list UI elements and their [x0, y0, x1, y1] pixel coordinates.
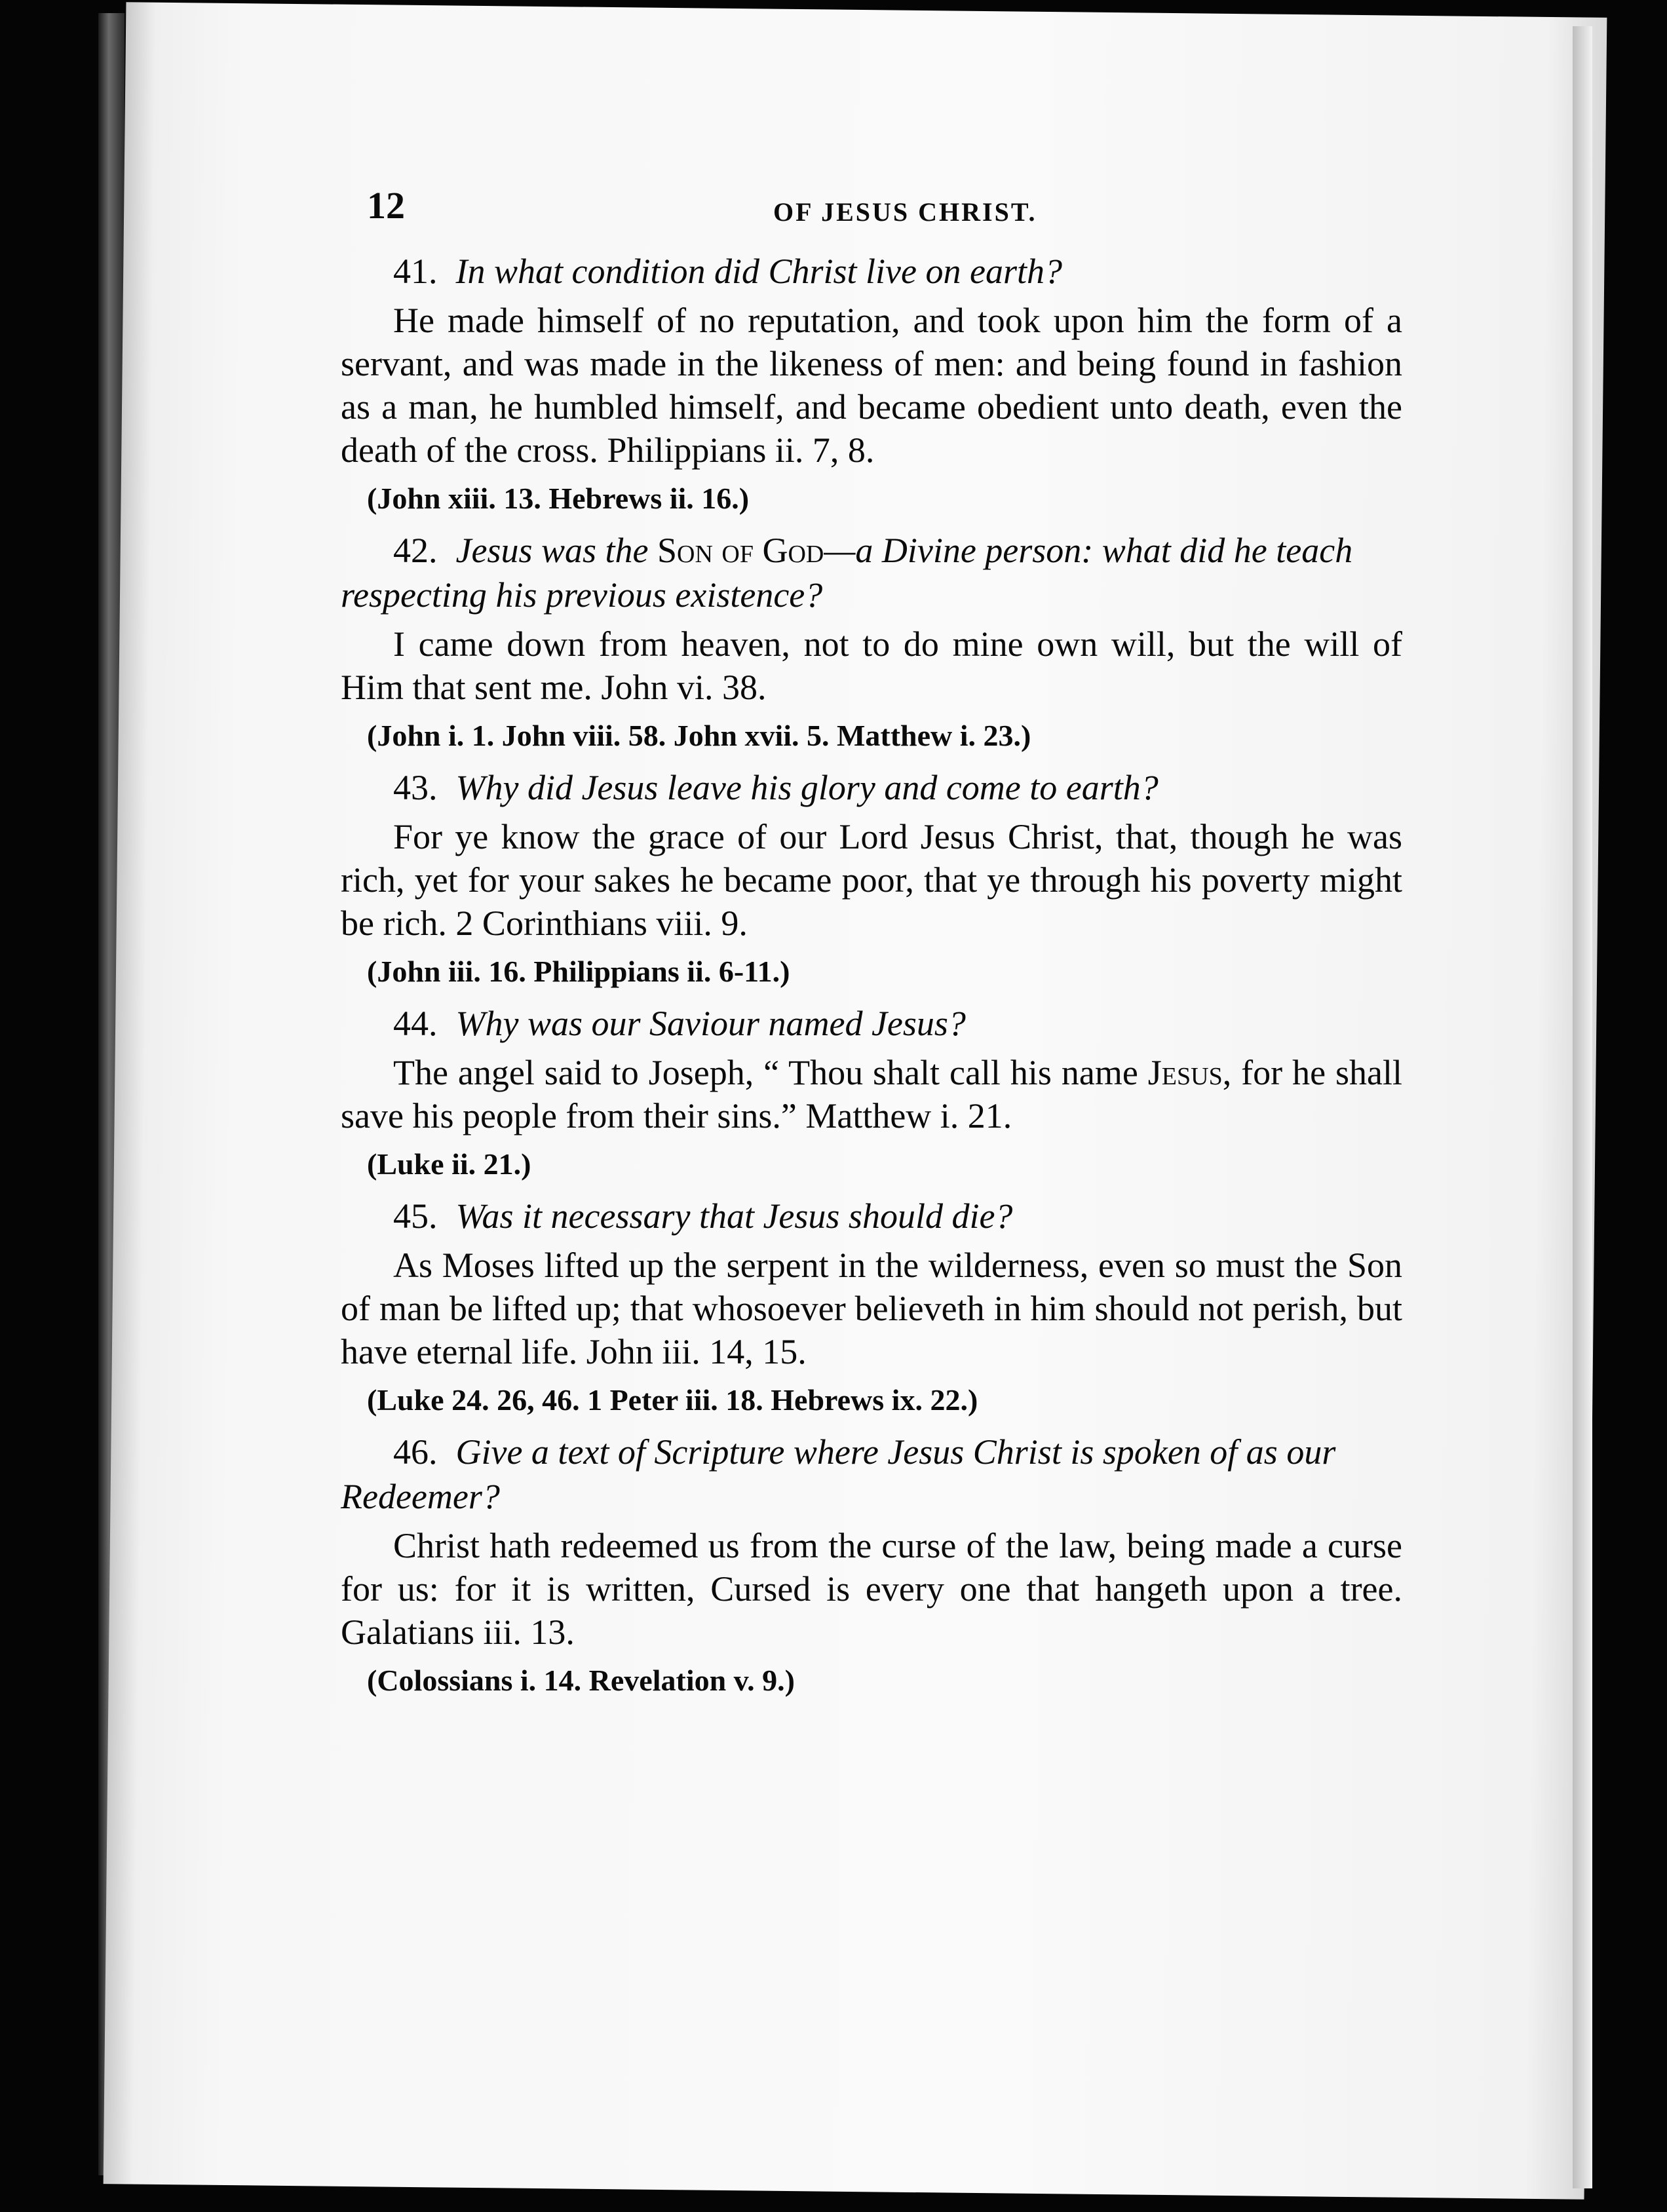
answer-text: As Moses lifted up the serpent in the wilderness, even so must the Son of man be lifted up; that whosoever believeth in him should not perish, but have eternal life. John iii. 14, 15. — [341, 1246, 1402, 1371]
answer-text — [341, 1051, 1402, 1137]
qa-item-43 — [341, 765, 1402, 992]
answer-text-post: , for he shall save his people from their sins.” Matthew i. 21. — [341, 1053, 1403, 1135]
question-number: 45. — [393, 1196, 438, 1236]
answer-small-caps: Jesus — [1147, 1053, 1223, 1092]
question — [341, 1194, 1402, 1238]
qa-item-45 — [341, 1194, 1402, 1421]
question — [341, 1001, 1402, 1046]
answer-text: He made himself of no reputation, and took upon him the form of a servant, and was made in the likeness of men: and being found in fashion as a man, he humbled himself, and became obedient unto death, even the death of the cross. Philippians ii. 7, 8. — [341, 301, 1402, 470]
question-number: 44. — [393, 1004, 438, 1043]
question-text: Was it necessary that Jesus should die? — [455, 1196, 1013, 1236]
question-small-caps: Son of God — [657, 531, 824, 570]
question-text-post: —a Divine person: what did he teach respecting his previous existence? — [341, 531, 1353, 615]
question — [341, 528, 1402, 617]
question — [341, 249, 1402, 294]
right-page-fold — [1573, 26, 1592, 2188]
answer-text: Christ hath redeemed us from the curse of the law, being made a curse for us: for it is written, Cursed is every one that hangeth upon a tree. Galatians iii. 13. — [341, 1526, 1402, 1652]
answer-text: I came down from heaven, not to do mine own will, but the will of Him that sent me. John vi. 38. — [341, 624, 1402, 707]
question-text: In what condition did Christ live on earth? — [455, 252, 1062, 291]
answer-text: For ye know the grace of our Lord Jesus Christ, that, though he was rich, yet for your sakes he became poor, that ye through his poverty might be rich. 2 Corinthians viii. 9. — [341, 817, 1402, 943]
qa-item-46 — [341, 1430, 1402, 1701]
answer-text-pre: The angel said to Joseph, “ Thou shalt call his name — [393, 1053, 1138, 1092]
scripture-references: (John iii. 16. Philippians ii. 6-11.) — [367, 955, 790, 988]
scripture-references: (Luke ii. 21.) — [367, 1147, 531, 1181]
question-text: Why was our Saviour named Jesus? — [455, 1004, 966, 1043]
running-head: OF JESUS CHRIST. — [773, 197, 1037, 227]
question-text-pre: Jesus was the — [455, 531, 649, 570]
question-number: 41. — [393, 252, 438, 291]
qa-item-42 — [341, 528, 1402, 756]
page-text-block — [341, 170, 1402, 1710]
question-number: 43. — [393, 768, 438, 807]
question-number: 46. — [393, 1432, 438, 1472]
page-header — [341, 170, 1402, 249]
question-text: Why did Jesus leave his glory and come to earth? — [455, 768, 1159, 807]
qa-item-44 — [341, 1001, 1402, 1185]
scripture-references: (John i. 1. John viii. 58. John xvii. 5. Matthew i. 23.) — [367, 719, 1031, 752]
question-text: Give a text of Scripture where Jesus Christ is spoken of as our Redeemer? — [341, 1432, 1336, 1516]
question-number: 42. — [393, 531, 438, 570]
question — [341, 1430, 1402, 1519]
scripture-references: (Colossians i. 14. Revelation v. 9.) — [367, 1664, 795, 1697]
page-number: 12 — [367, 184, 405, 227]
qa-item-41 — [341, 249, 1402, 519]
scripture-references: (John xiii. 13. Hebrews ii. 16.) — [367, 482, 750, 515]
scripture-references: (Luke 24. 26, 46. 1 Peter iii. 18. Hebrews ix. 22.) — [367, 1383, 978, 1417]
question — [341, 765, 1402, 810]
